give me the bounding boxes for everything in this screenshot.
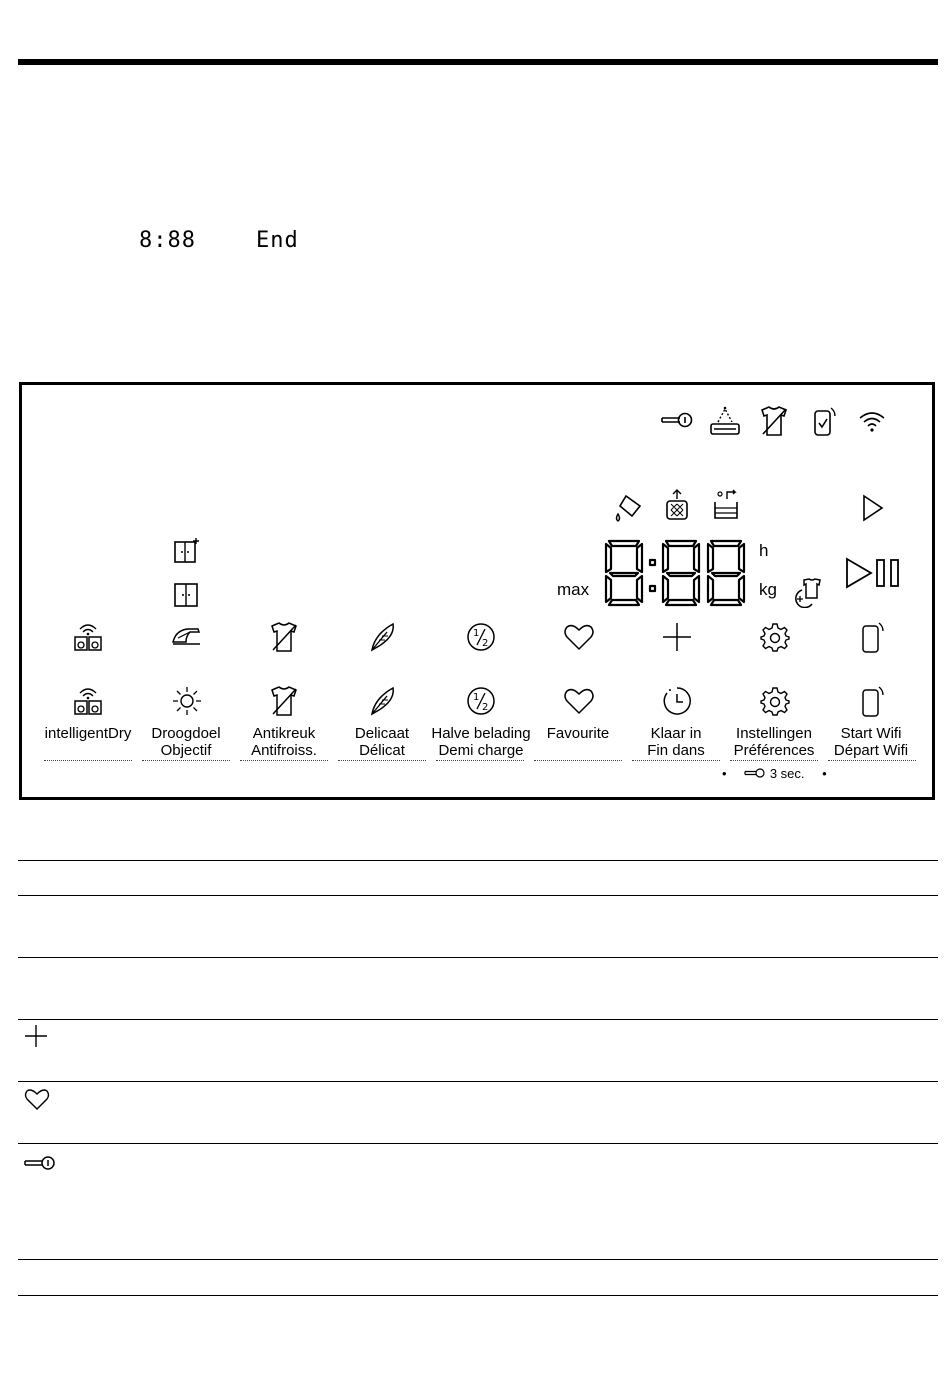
- button-divider: [436, 760, 524, 761]
- button-divider: [44, 760, 132, 761]
- feather-indicator-icon: [367, 620, 399, 654]
- button-divider: [534, 760, 622, 761]
- small-key-icon: [744, 767, 766, 782]
- button-divider: [828, 760, 916, 761]
- table-rule: [18, 1259, 938, 1260]
- filter-condenser-icon: [708, 404, 742, 438]
- child-lock-hint: [722, 766, 827, 782]
- wifi-icon: [857, 410, 887, 434]
- antikreuk-icon: [758, 404, 790, 438]
- key-lock-icon: [23, 1154, 57, 1177]
- settings-button-icon: [759, 685, 791, 717]
- start-pause-icon: [844, 556, 902, 590]
- svg-text:1: 1: [473, 692, 480, 703]
- svg-text:2: 2: [482, 638, 489, 649]
- cupboard-icon: [172, 581, 202, 609]
- main-time-display: [603, 538, 753, 613]
- settings-indicator-icon: [759, 621, 791, 653]
- sun-button-icon: [171, 685, 203, 717]
- button-instellingen[interactable]: [725, 725, 823, 759]
- svg-text:2: 2: [482, 702, 489, 713]
- button-label-line1: intelligentDry: [44, 725, 132, 742]
- feather-button-icon: [367, 684, 399, 718]
- button-label-line1: Klaar in: [650, 725, 702, 742]
- button-label-line1: Start Wifi: [840, 725, 902, 742]
- button-intelligentdry[interactable]: [39, 725, 137, 742]
- end-segment-display: End: [256, 228, 299, 253]
- bullet: •: [722, 766, 727, 781]
- iron-icon: [170, 622, 204, 650]
- heart-indicator-icon: [563, 622, 595, 652]
- button-label-line2: Préférences: [733, 742, 815, 759]
- plus-icon: [24, 1024, 48, 1053]
- button-label-line2: Délicat: [359, 742, 405, 759]
- button-droogdoel[interactable]: [137, 725, 235, 759]
- time-segment-display: 8:88: [139, 228, 196, 253]
- table-rule: [18, 1081, 938, 1082]
- button-label-line1: Instellingen: [736, 725, 812, 742]
- button-label-line2: Antifroiss.: [251, 742, 317, 759]
- button-delicaat[interactable]: [333, 725, 431, 759]
- svg-text:1: 1: [473, 628, 480, 639]
- table-rule: [18, 1143, 938, 1144]
- button-start-wifi[interactable]: [822, 725, 920, 759]
- button-divider: [240, 760, 328, 761]
- button-klaar-in[interactable]: [627, 725, 725, 759]
- button-label-line1: Antikreuk: [252, 725, 316, 742]
- table-rule: [18, 957, 938, 958]
- extra-dry-shirt-icon: [790, 576, 824, 608]
- intelligentdry-indicator-icon: [72, 620, 104, 652]
- clock-button-icon: [661, 685, 693, 717]
- button-label-line1: Favourite: [546, 725, 610, 742]
- button-halve-belading[interactable]: [425, 725, 537, 759]
- table-rule: [18, 860, 938, 861]
- button-label-line1: Droogdoel: [151, 725, 221, 742]
- key-lock-icon: [660, 408, 694, 434]
- button-divider: [632, 760, 720, 761]
- button-favourite[interactable]: [529, 725, 627, 742]
- drop-pour-icon: [612, 492, 644, 524]
- button-label-line1: Delicaat: [354, 725, 410, 742]
- antikreuk-indicator-icon: [268, 620, 300, 654]
- button-label-line2: Départ Wifi: [833, 742, 909, 759]
- unit-kg: kg: [759, 580, 777, 599]
- remote-indicator-icon: [860, 620, 886, 654]
- drum-filter-icon: [663, 488, 691, 522]
- antikreuk-button-icon: [268, 684, 300, 718]
- button-divider: [142, 760, 230, 761]
- top-rule: [18, 59, 938, 65]
- max-label: max: [557, 580, 590, 599]
- plus-indicator-icon: [661, 621, 693, 653]
- button-label-line1: Halve belading: [431, 725, 531, 742]
- button-divider: [338, 760, 426, 761]
- button-label-line2: Objectif: [160, 742, 212, 759]
- table-rule: [18, 1019, 938, 1020]
- cupboard-plus-icon: [172, 537, 202, 565]
- button-label-line2: Demi charge: [438, 742, 524, 759]
- half-load-button-icon: [465, 685, 497, 717]
- table-rule: [18, 895, 938, 896]
- half-load-indicator-icon: [465, 621, 497, 653]
- heart-button-icon: [563, 686, 595, 716]
- start-wifi-button-icon: [860, 684, 886, 718]
- play-icon: [860, 493, 886, 523]
- button-antikreuk[interactable]: [235, 725, 333, 759]
- bullet: •: [822, 766, 827, 781]
- heart-icon: [24, 1087, 50, 1116]
- water-container-icon: [711, 488, 743, 522]
- lock-hint-text: 3 sec.: [769, 766, 805, 781]
- table-rule: [18, 1295, 938, 1296]
- remote-start-icon: [812, 405, 838, 437]
- intelligentdry-button-icon: [72, 684, 104, 716]
- unit-hours: h: [759, 541, 769, 560]
- button-label-line2: Fin dans: [647, 742, 705, 759]
- button-divider: [730, 760, 818, 761]
